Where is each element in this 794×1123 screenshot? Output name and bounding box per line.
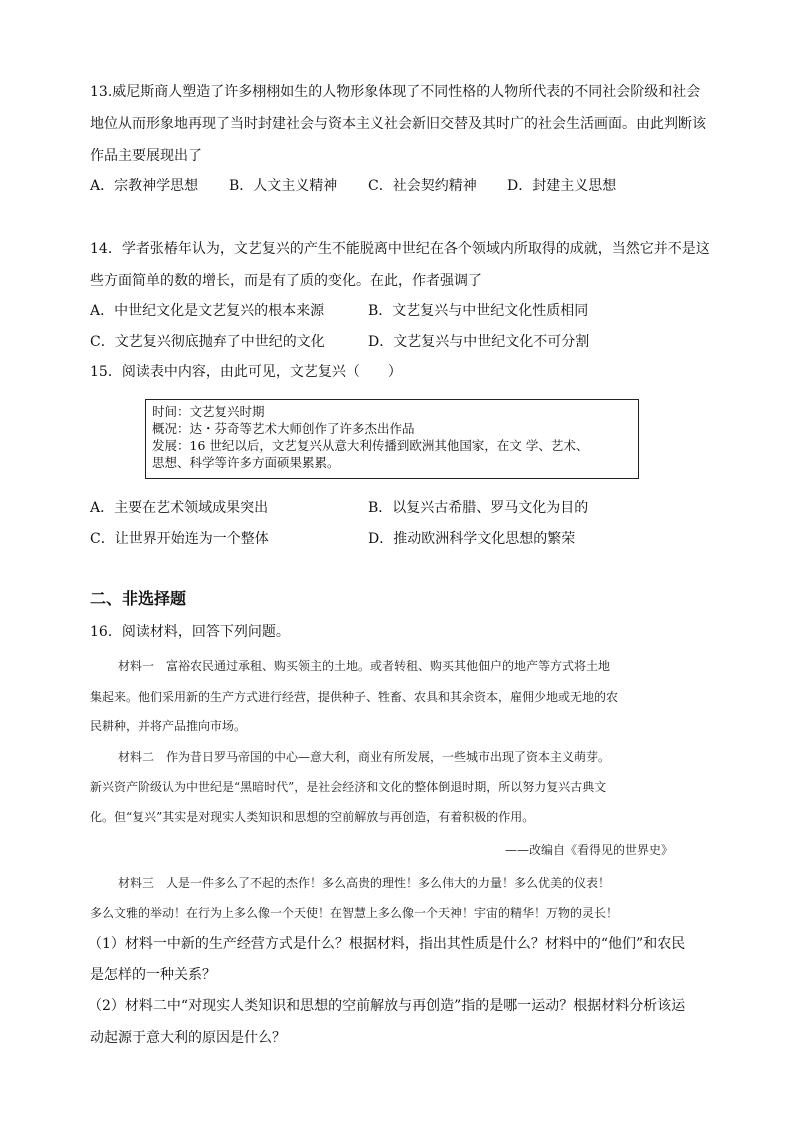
q16-sub2-line-2: 动起源于意大利的原因是什么？ xyxy=(90,1030,286,1046)
q15-table-row-overview: 概况：达・芬奇等艺术大师创作了许多杰出作品 xyxy=(152,421,415,436)
q14-option-c: C．文艺复兴彻底抛弃了中世纪的文化 xyxy=(90,334,325,350)
q15-option-b: B．以复兴古希腊、罗马文化为目的 xyxy=(368,500,589,516)
q15-info-table xyxy=(145,399,639,479)
q15-table-row-development-cont: 思想、科学等许多方面硕果累累。 xyxy=(152,455,340,470)
q13-option-c: C．社会契约精神 xyxy=(368,178,477,194)
q13-option-b: B．人文主义精神 xyxy=(229,178,338,194)
q14-option-b: B．文艺复兴与中世纪文化性质相同 xyxy=(368,303,589,319)
q13-line-2: 地位从而形象地再现了当时封建社会与资本主义社会新旧交替及其时广的社会生活画面。由此判断该 xyxy=(90,116,706,132)
q15-option-a: A．主要在艺术领域成果突出 xyxy=(90,500,269,516)
q16-sub2-line-1: （2）材料二中“对现实人类知识和思想的空前解放与再创造”指的是哪一运动？根据材料分析该运 xyxy=(88,998,686,1014)
q13-option-a: A．宗教神学思想 xyxy=(90,178,199,194)
material-1-line-3: 民耕种，并将产品推向市场。 xyxy=(90,719,247,733)
q15-table-row-time: 时间：文艺复兴时期 xyxy=(152,404,265,419)
material-2-line-1: 材料二 作为昔日罗马帝国的中心—意大利，商业有所发展，一些城市出现了资本主义萌芽。 xyxy=(118,750,611,764)
q13-line-3: 作品主要展现出了 xyxy=(90,148,202,164)
q14-option-a: A．中世纪文化是文艺复兴的根本来源 xyxy=(90,303,325,319)
q15-option-d: D．推动欧洲科学文化思想的繁荣 xyxy=(368,531,576,547)
material-2-line-3: 化。但“复兴”其实是对现实人类知识和思想的空前解放与再创造，有着积极的作用。 xyxy=(90,810,535,824)
material-1-line-1: 材料一 富裕农民通过承租、购买领主的土地。或者转租、购买其他佃户的地产等方式将土地 xyxy=(118,659,611,673)
q16-sub1-line-1: （1）材料一中新的生产经营方式是什么？根据材料，指出其性质是什么？材料中的“他们”和农民 xyxy=(88,936,686,952)
q13-line-1: 13.威尼斯商人塑造了许多栩栩如生的人物形象体现了不同性格的人物所代表的不同社会阶级和社会 xyxy=(90,84,701,100)
q15-table-row-development: 发展：16 世纪以后，文艺复兴从意大利传播到欧洲其他国家，在文 学、艺术、 xyxy=(152,438,589,453)
q13-option-d: D．封建主义思想 xyxy=(507,178,617,194)
q14-line-2: 些方面简单的数的增长，而是有了质的变化。在此，作者强调了 xyxy=(90,273,482,289)
q15-option-c: C．让世界开始连为一个整体 xyxy=(90,531,269,547)
material-1-line-2: 集起来。他们采用新的生产方式进行经营，提供种子、牲畜、农具和其余资本，雇佣少地或无地的农 xyxy=(90,690,619,704)
q16-stem: 16．阅读材料，回答下列问题。 xyxy=(90,624,290,640)
material-3-line-2: 多么文雅的举动！在行为上多么像一个天使！在智慧上多么像一个天神！宇宙的精华！万物的灵长！ xyxy=(90,906,619,920)
q15-stem: 15．阅读表中内容，由此可见，文艺复兴（ ） xyxy=(90,364,402,380)
material-2-line-2: 新兴资产阶级认为中世纪是“黑暗时代”，是社会经济和文化的整体倒退时期，所以努力复兴古典文 xyxy=(90,780,607,794)
section-title: 二、非选择题 xyxy=(90,589,187,608)
material-3-line-1: 材料三 人是一件多么了不起的杰作！多么高贵的理性！多么伟大的力量！多么优美的仪表！ xyxy=(118,876,611,890)
q14-option-d: D．文艺复兴与中世纪文化不可分割 xyxy=(368,334,590,350)
material-2-source: ——改编自《看得见的世界史》 xyxy=(505,843,674,857)
q14-line-1: 14．学者张椿年认为，文艺复兴的产生不能脱离中世纪在各个领域内所取得的成就，当然它并不是这 xyxy=(90,241,710,257)
q16-sub1-line-2: 是怎样的一种关系？ xyxy=(90,967,216,983)
